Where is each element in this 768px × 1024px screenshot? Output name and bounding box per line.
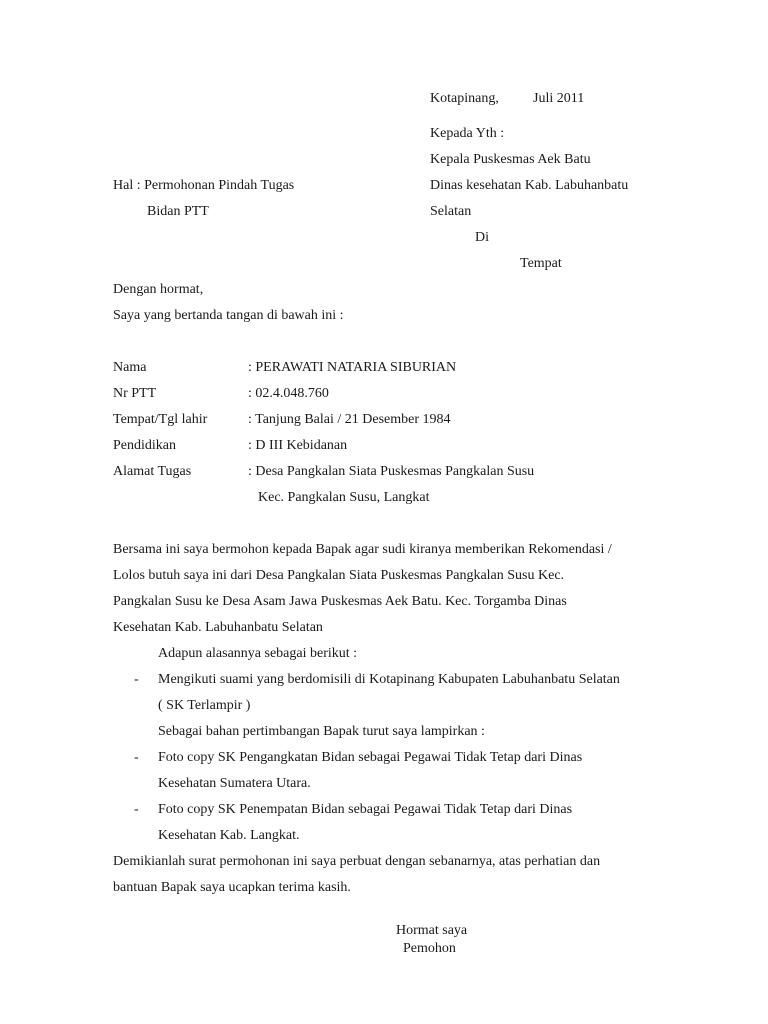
recipient-line-1: Kepala Puskesmas Aek Batu [430,152,591,167]
reasons-intro: Adapun alasannya sebagai berikut : [158,646,358,661]
body-line-3: Pangkalan Susu ke Desa Asam Jawa Puskesmas Aek Batu. Kec. Torgamba Dinas [113,594,567,609]
recipient-di: Di [475,230,489,245]
greeting: Dengan hormat, [113,282,204,297]
detail-label-nr-ptt: Nr PTT [113,386,157,401]
bullet-dash: - [134,672,139,687]
attachment-2-line-1: Foto copy SK Penempatan Bidan sebagai Pegawai Tidak Tetap dari Dinas [158,802,573,817]
detail-label-name: Nama [113,360,147,375]
subject-line-1: Hal : Permohonan Pindah Tugas [113,178,295,193]
letter-date: Juli 2011 [533,91,585,106]
detail-label-address: Alamat Tugas [113,464,192,479]
reason-1-line-2: ( SK Terlampir ) [158,698,251,713]
body-line-2: Lolos butuh saya ini dari Desa Pangkalan Siata Puskesmas Pangkalan Susu Kec. [113,568,565,583]
detail-value-birth: : Tanjung Balai / 21 Desember 1984 [248,412,451,427]
intro-text: Saya yang bertanda tangan di bawah ini : [113,308,344,323]
signoff-line-1: Hormat saya [396,923,468,938]
recipient-salutation: Kepada Yth : [430,126,505,141]
recipient-line-3: Selatan [430,204,472,219]
attachment-2-line-2: Kesehatan Kab. Langkat. [158,828,300,843]
detail-label-birth: Tempat/Tgl lahir [113,412,208,427]
closing-line-2: bantuan Bapak saya ucapkan terima kasih. [113,880,351,895]
detail-value-education: : D III Kebidanan [248,438,348,453]
attachment-1-line-1: Foto copy SK Pengangkatan Bidan sebagai Pegawai Tidak Tetap dari Dinas [158,750,583,765]
letter-place: Kotapinang, [430,91,499,106]
detail-value-name: : PERAWATI NATARIA SIBURIAN [248,360,457,375]
detail-address-continuation: Kec. Pangkalan Susu, Langkat [258,490,430,505]
closing-line-1: Demikianlah surat permohonan ini saya perbuat dengan sebanarnya, atas perhatian dan [113,854,601,869]
recipient-tempat: Tempat [520,256,562,271]
signoff-line-2: Pemohon [403,941,456,956]
body-line-1: Bersama ini saya bermohon kepada Bapak agar sudi kiranya memberikan Rekomendasi / [113,542,612,557]
body-line-4: Kesehatan Kab. Labuhanbatu Selatan [113,620,323,635]
recipient-line-2: Dinas kesehatan Kab. Labuhanbatu [430,178,629,193]
bullet-dash: - [134,802,139,817]
detail-value-address: : Desa Pangkalan Siata Puskesmas Pangkalan Susu [248,464,535,479]
bullet-dash: - [134,750,139,765]
detail-value-nr-ptt: : 02.4.048.760 [248,386,329,401]
attachments-intro: Sebagai bahan pertimbangan Bapak turut saya lampirkan : [158,724,485,739]
subject-line-2: Bidan PTT [147,204,209,219]
attachment-1-line-2: Kesehatan Sumatera Utara. [158,776,311,791]
reason-1-line-1: Mengikuti suami yang berdomisili di Kotapinang Kabupaten Labuhanbatu Selatan [158,672,620,687]
detail-label-education: Pendidikan [113,438,176,453]
